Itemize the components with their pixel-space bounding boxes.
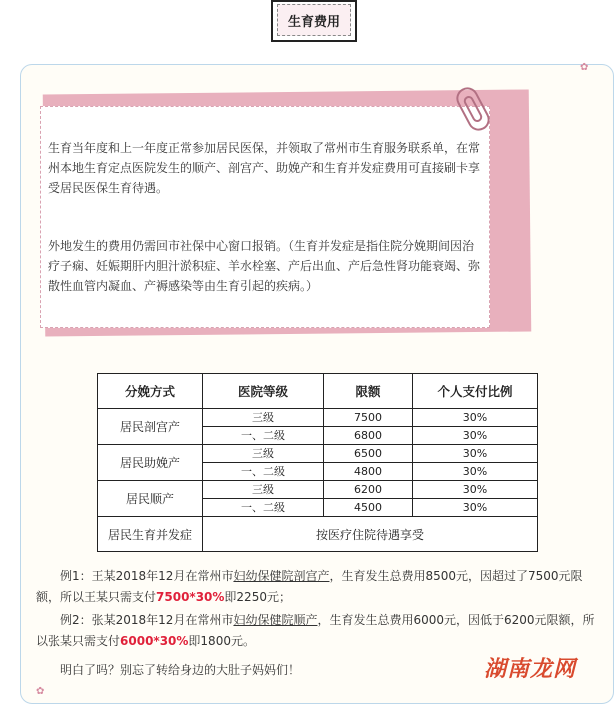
example-text: 即1800元。 xyxy=(188,634,255,648)
limit-cell: 6500 xyxy=(324,445,413,463)
limit-cell: 6800 xyxy=(324,427,413,445)
table-row xyxy=(98,481,538,499)
method-cell: 居民助娩产 xyxy=(98,445,203,481)
level-cell: 三级 xyxy=(203,481,324,499)
ratio-cell: 30% xyxy=(413,427,538,445)
level-cell: 三级 xyxy=(203,445,324,463)
site-watermark: 湖南龙网 xyxy=(484,657,577,682)
table-row xyxy=(98,445,538,463)
formula-highlight: 7500*30% xyxy=(156,590,225,604)
table-header: 医院等级 xyxy=(203,374,324,409)
table-row xyxy=(98,409,538,427)
section-title-box xyxy=(271,0,357,42)
level-cell: 三级 xyxy=(203,409,324,427)
table-header: 个人支付比例 xyxy=(413,374,538,409)
table-header: 限额 xyxy=(324,374,413,409)
level-cell: 一、二级 xyxy=(203,427,324,445)
ratio-cell: 30% xyxy=(413,409,538,427)
flower-icon: ✿ xyxy=(36,686,45,697)
level-cell: 一、二级 xyxy=(203,463,324,481)
example-text: 例1：王某2018年12月在常州市 xyxy=(60,569,234,583)
limit-cell: 6200 xyxy=(324,481,413,499)
hospital-name: 妇幼保健院顺产 xyxy=(233,613,318,627)
example-text: 例2：张某2018年12月在常州市 xyxy=(60,613,234,627)
hospital-name: 妇幼保健院剖宫产 xyxy=(233,569,330,583)
limit-cell: 4500 xyxy=(324,499,413,517)
example-text: 即2250元； xyxy=(224,590,291,604)
flower-icon: ✿ xyxy=(580,62,589,73)
fee-table xyxy=(97,373,538,552)
method-cell: 居民顺产 xyxy=(98,481,203,517)
example-text: ，生育发生总费用6000元，因低于6200元限额，所以张某只需支付 xyxy=(36,613,595,648)
closing-line: 明白了吗？别忘了转给身边的大肚子妈妈们！ xyxy=(60,663,301,677)
ratio-cell: 30% xyxy=(413,445,538,463)
ratio-cell: 30% xyxy=(413,463,538,481)
method-cell: 居民生育并发症 xyxy=(98,517,203,552)
table-header: 分娩方式 xyxy=(98,374,203,409)
complication-cell: 按医疗住院待遇享受 xyxy=(203,517,538,552)
example-2 xyxy=(36,610,602,652)
example-text: ，生育发生总费用8500元，因超过了7500元限额，所以王某只需支付 xyxy=(36,569,583,604)
ratio-cell: 30% xyxy=(413,499,538,517)
method-cell: 居民剖宫产 xyxy=(98,409,203,445)
limit-cell: 7500 xyxy=(324,409,413,427)
level-cell: 一、二级 xyxy=(203,499,324,517)
limit-cell: 4800 xyxy=(324,463,413,481)
section-title: 生育费用 xyxy=(277,4,351,36)
formula-highlight: 6000*30% xyxy=(120,634,189,648)
example-1 xyxy=(36,566,602,608)
table-row xyxy=(98,517,538,552)
note-paragraph-1: 生育当年度和上一年度正常参加居民医保，并领取了常州市生育服务联系单，在常州本地生育定点医院发生的顺产、剖宫产、助娩产和生育并发症费用可直接刷卡享受居民医保生育待遇。 xyxy=(48,141,481,195)
ratio-cell: 30% xyxy=(413,481,538,499)
note-paragraph-2: 外地发生的费用仍需回市社保中心窗口报销。（生育并发症是指住院分娩期间因治疗子痫、妊娠期肝内胆汁淤积症、羊水栓塞、产后出血、产后急性肾功能衰竭、弥散性血管内凝血、产褥感染等由生育引起的疾病。） xyxy=(48,239,481,293)
table-header-row xyxy=(98,374,538,409)
